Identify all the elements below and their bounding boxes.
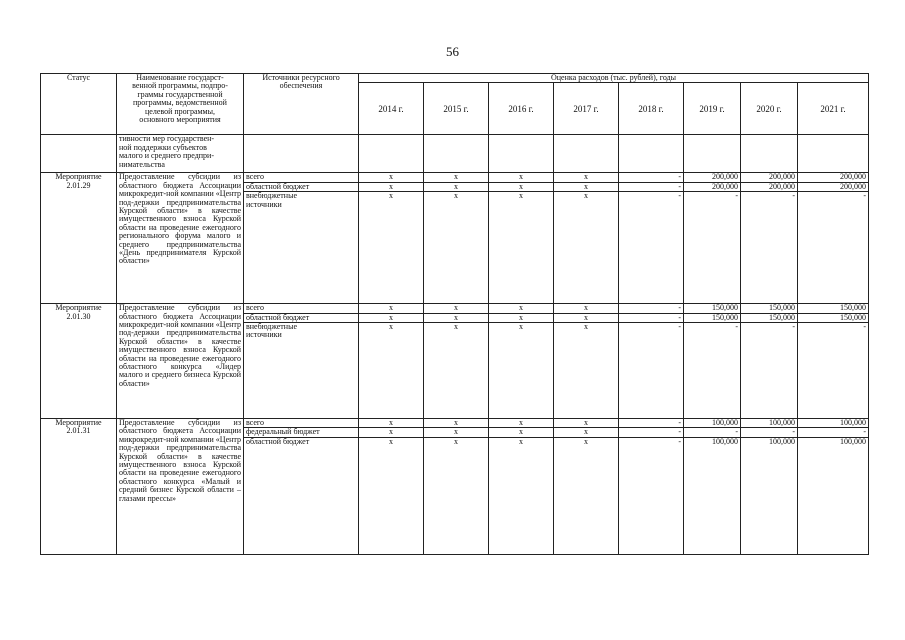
expense-value: -	[619, 173, 684, 182]
expense-value: -	[619, 428, 684, 437]
header-estimate: Оценка расходов (тыс. рублей), годы	[359, 74, 869, 83]
expense-value: х	[554, 323, 619, 419]
expense-value: -	[741, 428, 798, 437]
expense-value: 200,000	[798, 182, 869, 191]
expense-value: х	[554, 419, 619, 428]
header-name: Наименование государст- венной программы, подпро- граммы государственной программы, ведомственной целевой программы, основного мероприятия	[117, 74, 244, 135]
empty-cell	[798, 135, 869, 173]
expense-value: -	[684, 428, 741, 437]
expense-value: х	[359, 192, 424, 304]
year-header: 2021 г.	[798, 83, 869, 135]
expense-value: х	[359, 437, 424, 554]
expense-value: 100,000	[798, 437, 869, 554]
expense-value: х	[359, 313, 424, 322]
expense-value: х	[489, 419, 554, 428]
expense-value: 100,000	[741, 437, 798, 554]
year-header: 2019 г.	[684, 83, 741, 135]
expense-value: х	[554, 192, 619, 304]
activity-name: Предоставление субсидии из областного бюджета Ассоциации микрокредит-ной компании «Центр под-держки предпринимательства Курской области» в качестве имущественного взноса Курской области на проведение ежегодного областного конкурса «Малый и средний бизнес Курской области – глазами прессы»	[117, 419, 244, 555]
expense-value: х	[424, 182, 489, 191]
expense-value: х	[489, 182, 554, 191]
table-row	[41, 304, 869, 313]
table-row	[41, 419, 869, 428]
expense-value: 200,000	[798, 173, 869, 182]
empty-cell	[424, 135, 489, 173]
expense-value: х	[554, 313, 619, 322]
expense-value: 200,000	[684, 182, 741, 191]
activity-status: Мероприятие 2.01.30	[41, 304, 117, 419]
expense-value: 100,000	[798, 419, 869, 428]
funding-source: областной бюджет	[244, 313, 359, 322]
expense-value: 150,000	[798, 304, 869, 313]
activity-status: Мероприятие 2.01.29	[41, 173, 117, 304]
funding-source: внебюджетные источники	[244, 192, 359, 304]
expense-value: 200,000	[684, 173, 741, 182]
expense-value: х	[424, 313, 489, 322]
expense-value: х	[424, 192, 489, 304]
expense-value: х	[424, 304, 489, 313]
year-header: 2016 г.	[489, 83, 554, 135]
expense-value: х	[359, 182, 424, 191]
expense-value: -	[741, 323, 798, 419]
year-header: 2014 г.	[359, 83, 424, 135]
expense-value: -	[619, 304, 684, 313]
activity-status: Мероприятие 2.01.31	[41, 419, 117, 555]
expense-value: -	[619, 182, 684, 191]
expenditure-table	[40, 73, 869, 555]
header-sources: Источники ресурсного обеспечения	[244, 74, 359, 135]
expense-value: х	[359, 173, 424, 182]
expense-value: -	[684, 192, 741, 304]
expense-value: х	[554, 428, 619, 437]
funding-source: всего	[244, 419, 359, 428]
expense-value: 100,000	[684, 419, 741, 428]
empty-cell	[619, 135, 684, 173]
continuation-status	[41, 135, 117, 173]
expense-value: х	[489, 304, 554, 313]
expense-value: 150,000	[798, 313, 869, 322]
expense-value: -	[619, 192, 684, 304]
funding-source: областной бюджет	[244, 437, 359, 554]
expense-value: -	[684, 323, 741, 419]
expense-value: х	[424, 437, 489, 554]
expense-value: 200,000	[741, 182, 798, 191]
expense-value: х	[359, 419, 424, 428]
expense-value: 200,000	[741, 173, 798, 182]
expense-value: х	[554, 173, 619, 182]
expense-value: 150,000	[684, 313, 741, 322]
empty-cell	[554, 135, 619, 173]
expense-value: х	[489, 313, 554, 322]
expense-value: х	[554, 437, 619, 554]
expense-value: 100,000	[741, 419, 798, 428]
empty-cell	[489, 135, 554, 173]
expense-value: -	[798, 192, 869, 304]
expense-value: х	[489, 428, 554, 437]
continuation-text: тивности мер государствен- ной поддержки субъектов малого и среднего предпри- нимательства	[117, 135, 244, 173]
year-header: 2018 г.	[619, 83, 684, 135]
funding-source: федеральный бюджет	[244, 428, 359, 437]
year-header: 2017 г.	[554, 83, 619, 135]
expense-value: х	[424, 323, 489, 419]
empty-cell	[244, 135, 359, 173]
expense-value: -	[619, 313, 684, 322]
expense-value: -	[798, 428, 869, 437]
funding-source: всего	[244, 173, 359, 182]
expense-value: х	[489, 173, 554, 182]
expense-value: х	[489, 192, 554, 304]
expense-value: 150,000	[741, 304, 798, 313]
activity-name: Предоставление субсидии из областного бюджета Ассоциации микрокредит-ной компании «Центр под-держки предпринимательства Курской области» в качестве имущественного взноса Курской области на проведение ежегодного областного конкурса «Лидер малого и среднего бизнеса Курской области»	[117, 304, 244, 419]
expense-value: -	[619, 419, 684, 428]
expense-value: х	[359, 428, 424, 437]
expense-value: -	[619, 323, 684, 419]
expense-value: х	[359, 323, 424, 419]
expense-value: х	[554, 304, 619, 313]
year-header: 2015 г.	[424, 83, 489, 135]
empty-cell	[684, 135, 741, 173]
expense-value: х	[424, 173, 489, 182]
activity-name: Предоставление субсидии из областного бюджета Ассоциации микрокредит-ной компании «Центр под-держки предпринимательства Курской области» в качестве имущественного взноса Курской области на проведение ежегодного регионального форума малого и среднего предпринимательства «День предпринимателя Курской области»	[117, 173, 244, 304]
expense-value: х	[489, 323, 554, 419]
expense-value: 150,000	[684, 304, 741, 313]
funding-source: внебюджетные источники	[244, 323, 359, 419]
empty-cell	[741, 135, 798, 173]
header-status: Статус	[41, 74, 117, 135]
table-row	[41, 173, 869, 182]
empty-cell	[359, 135, 424, 173]
expense-value: -	[741, 192, 798, 304]
year-header: 2020 г.	[741, 83, 798, 135]
expense-value: х	[424, 428, 489, 437]
expense-value: х	[359, 304, 424, 313]
expense-value: х	[554, 182, 619, 191]
expense-value: х	[424, 419, 489, 428]
expense-value: 100,000	[684, 437, 741, 554]
funding-source: всего	[244, 304, 359, 313]
expense-value: -	[619, 437, 684, 554]
expense-value: 150,000	[741, 313, 798, 322]
page-number: 56	[446, 44, 459, 59]
expense-value: -	[798, 323, 869, 419]
funding-source: областной бюджет	[244, 182, 359, 191]
expense-value: х	[489, 437, 554, 554]
